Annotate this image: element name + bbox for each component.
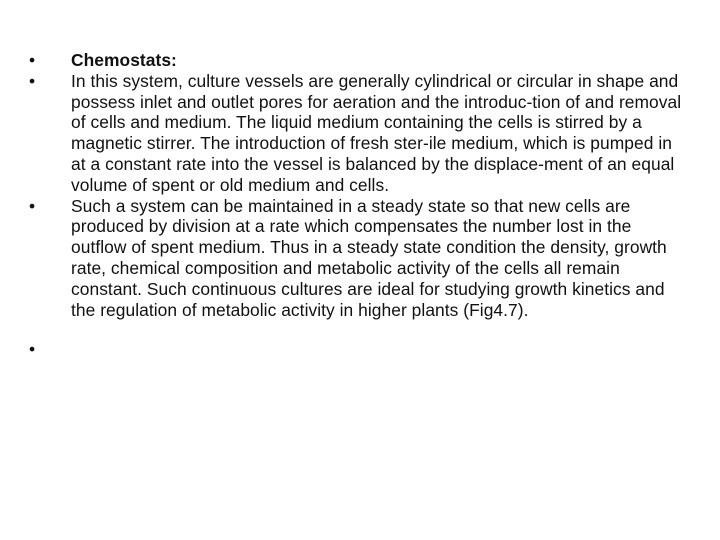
bullet-item-empty xyxy=(29,320,684,360)
bullet-text-system-description: In this system, culture vessels are generally cylindrical or circular in shape and possess inlet and outlet pores for aeration and the introduc-tion of and removal of cells and medium. The liquid medium containing the cells is stirred by a magnetic stirrer. The introduction of fresh ster-ile medium, which is pumped in at a constant rate into the vessel is balanced by the displace-ment of an equal volume of spent or old medium and cells. xyxy=(71,70,682,195)
bullet-item-system-description xyxy=(29,71,684,196)
bullet-text-heading: Chemostats: xyxy=(71,50,177,70)
bullet-item-heading xyxy=(29,50,684,71)
bullet-item-steady-state xyxy=(29,196,684,321)
bullet-dot: • xyxy=(29,50,36,70)
bullet-dot: • xyxy=(29,195,36,216)
bullet-dot: • xyxy=(29,339,36,360)
bullet-dot: • xyxy=(29,70,36,91)
bullet-text-steady-state: Such a system can be maintained in a steady state so that new cells are produced by division at a rate which compensates the number lost in the outflow of spent medium. Thus in a steady state condition the density, growth rate, chemical composition and metabolic activity of the cells all remain constant. Such continuous cultures are ideal for studying growth kinetics and the regulation of metabolic activity in higher plants (Fig4.7). xyxy=(71,195,667,320)
bullet-list xyxy=(29,50,684,360)
